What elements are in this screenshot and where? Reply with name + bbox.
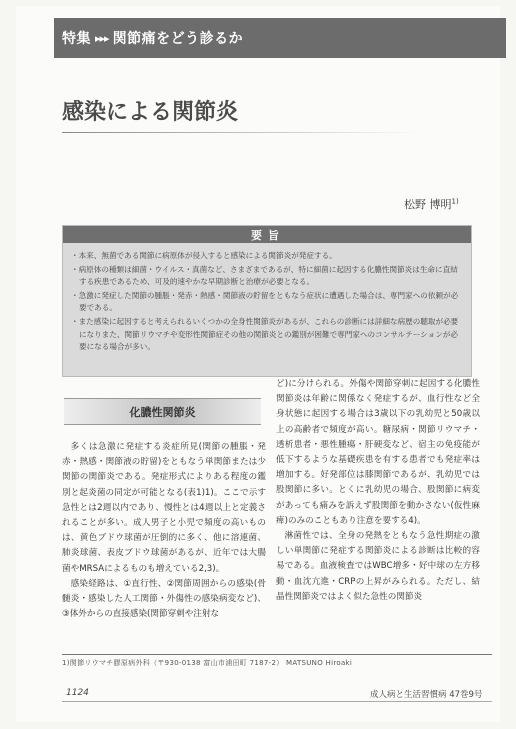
page-number: 1124 [66,688,89,698]
title-divider [62,132,422,133]
summary-item: ・急激に発症した関節の腫脹・発赤・熱感・関節液の貯留をともなう症状に遭遇した場合は、専門家への依頼が必要である。 [71,290,459,313]
header-series: 特集 [62,31,91,47]
body-paragraph: 淋菌性では、全身の発熱をともなう急性期症の激しい単関節に発症する関節炎による診断は比較的容易である。血液検査ではWBC増多・好中球の左方移動・血沈亢進・CRPの上昇がみられる。ただし、結晶性関節炎ではよく似た急性の関節炎 [276,531,480,602]
right-column [276,377,480,605]
footnote-divider [62,654,492,655]
article-title: 感染による関節炎 [62,100,239,125]
author-name: 松野 博明 [404,198,452,211]
feature-header-bar [54,18,506,58]
body-paragraph: 感染経路は、①直行性、②関節周囲からの感染(骨髄炎・感染した人工関節・外傷性の感染病変など)、③体外からの直接感染(関節穿刺や注射な [62,578,266,620]
triple-arrow-icon: ▸▸▸ [95,31,109,45]
summary-item: ・本来、無菌である関節に病原体が侵入すると感染による関節炎が発症する。 [71,251,337,260]
summary-item: ・また感染に起因すると考えられるいくつかの全身性関節炎があるが、これらの診断には詳細な病歴の聴取が必要になりまた、関節リウマチや変形性関節症その他の関節炎との鑑別が困難で専門家へのコンサルテーションが必要になる場合が多い。 [71,316,459,352]
footer-divider [62,701,492,702]
header-topic: 関節痛をどう診るか [112,31,244,47]
summary-item: ・病原体の種類は細菌・ウイルス・真菌など、さまざまであるが、特に細菌に起因する化膿性関節炎は生命に直結する疾患であるため、可及的速やかな早期診断と治療が必要となる。 [71,264,458,287]
author [404,196,459,212]
section-heading: 化膿性関節炎 [64,398,261,425]
journal-info: 成人病と生活習慣病 47巻9号 [370,690,483,700]
summary-box [62,225,472,377]
body-paragraph: 多くは急激に発症する炎症所見(関節の腫脹・発赤・熱感・関節液の貯留)をともなう単関節または少関節の関節炎である。発症形式によりある程度の鑑別と起炎菌の同定が可能となる(表1)1)。ここで示す急性とは2週以内であり、慢性とは4週以上と定義されることが多い。成人男子と小児で頻度の高いものは、黄色ブドウ球菌が圧倒的に多く、他に溶連菌、肺炎球菌、表皮ブドウ球菌があるが、近年では大腸菌やMRSAによるものも増えている2,3)。 [62,442,266,574]
summary-list [71,250,463,355]
left-column [62,440,266,622]
author-mark: 1) [451,197,459,206]
footnote: 1)関節リウマチ膠原病外科（〒930-0138 富山市浦田町 7187-2） MATSUNO Hiroaki [62,659,353,667]
summary-title: 要旨 [251,229,285,242]
body-paragraph: ど)に分けられる。外傷や関節穿刺に起因する化膿性関節炎は年齢に関係なく発症するが、血行性など全身状態に起因する場合は3歳以下の乳幼児と50歳以上の高齢者で頻度が高い。糖尿病・関節リウマチ・透析患者・悪性腫瘍・肝硬変など、宿主の免疫能が低下するような基礎疾患を有する患者でも発症率は増加する。好発部位は膝関節であるが、乳幼児では股関節に多い。とくに乳幼児の場合、股関節に病変があっても痛みを訴えず股関節を動かさない(仮性麻痺)のみのこともあり注意を要する4)。 [276,379,480,526]
